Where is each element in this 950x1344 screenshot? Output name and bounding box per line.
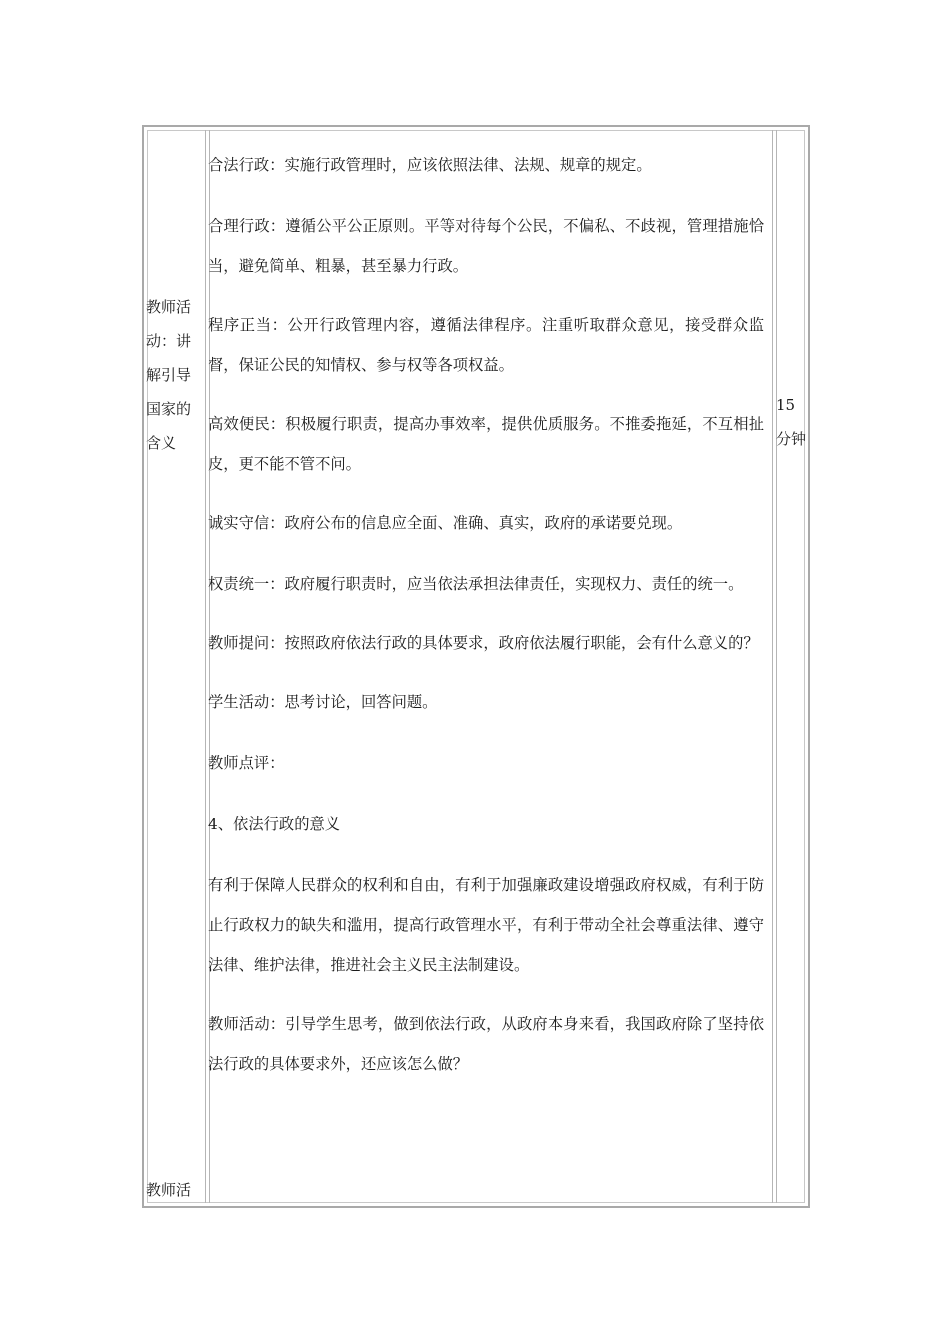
paragraph-significance: 有利于保障人民群众的权利和自由，有利于加强廉政建设增强政府权威，有利于防止行政权力的缺失和滥用，提高行政管理水平，有利于带动全社会尊重法律、遵守法律、维护法律，推进社会主义民主法制建设。 — [208, 876, 764, 974]
paragraph-efficiency: 高效便民：积极履行职责，提高办事效率，提供优质服务。不推委拖延，不互相扯皮，更不能不管不问。 — [208, 415, 764, 473]
paragraph-accountability: 权责统一：政府履行职责时，应当依法承担法律责任，实现权力、责任的统一。 — [208, 575, 744, 593]
activity-label-next: 教师活 — [146, 1181, 192, 1199]
paragraph-reasonable-administration: 合理行政：遵循公平公正原则。平等对待每个公民，不偏私、不歧视，管理措施恰当，避免简单、粗暴，甚至暴力行政。 — [208, 217, 764, 275]
content-cell — [208, 145, 764, 1103]
paragraph-teacher-comment: 教师点评： — [208, 754, 285, 772]
column-divider — [776, 130, 777, 1203]
column-divider — [772, 130, 773, 1203]
paragraph-teacher-activity: 教师活动：引导学生思考，做到依法行政，从政府本身来看，我国政府除了坚持依法行政的具体要求外，还应该怎么做？ — [208, 1015, 764, 1073]
column-divider — [205, 130, 206, 1203]
paragraph-due-process: 程序正当：公开行政管理内容，遵循法律程序。注重听取群众意见，接受群众监督，保证公民的知情权、参与权等各项权益。 — [208, 316, 764, 374]
paragraph-student-activity: 学生活动：思考讨论，回答问题。 — [208, 693, 438, 711]
paragraph-teacher-question: 教师提问：按照政府依法行政的具体要求，政府依法履行职能，会有什么意义的？ — [208, 634, 759, 652]
activity-label: 教师活动：讲解引导国家的含义 — [146, 298, 192, 452]
paragraph-lawful-administration: 合法行政：实施行政管理时，应该依照法律、法规、规章的规定。 — [208, 156, 652, 174]
paragraph-integrity: 诚实守信：政府公布的信息应全面、准确、真实，政府的承诺要兑现。 — [208, 514, 683, 532]
section-heading-significance: 4、依法行政的意义 — [208, 815, 341, 833]
time-allocation: 15分钟 — [776, 396, 807, 448]
